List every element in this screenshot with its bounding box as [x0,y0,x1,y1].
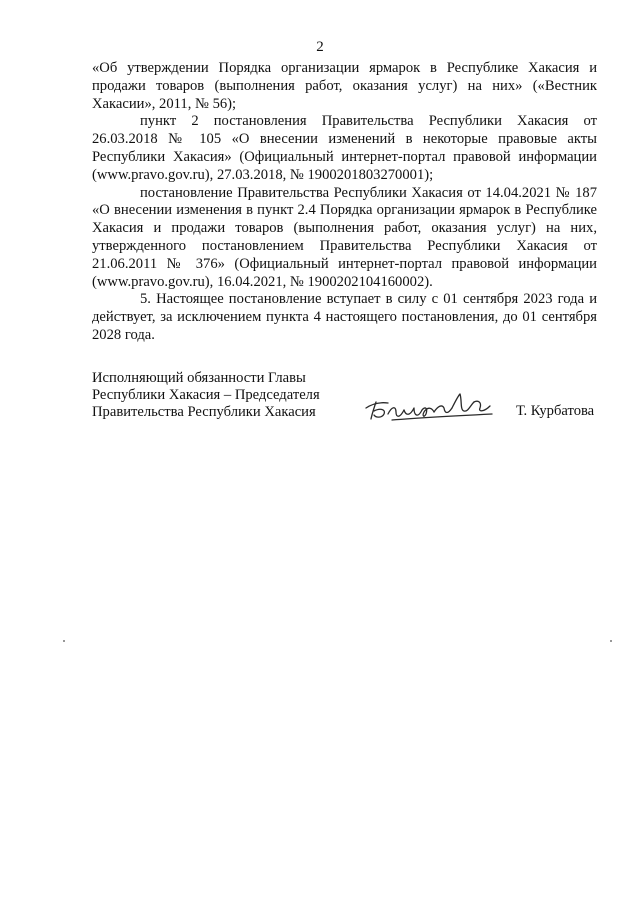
scan-speck [63,640,65,642]
page-number: 2 [316,39,324,55]
signatory-position-line: Исполняющий обязанности Главы [92,370,306,386]
scan-speck [610,640,612,642]
paragraph-repealed-act-1: «Об утверждении Порядка организации ярмарок в Республике Хакасия и продажи товаров (выполнения работ, оказания услуг) на них» («Вестник Хакасии», 2011, № 56); [92,60,597,112]
signatory-name: Т. Курбатова [516,403,595,419]
signatory-position [92,370,332,421]
paragraph-repealed-act-3: постановление Правительства Республики Хакасия от 14.04.2021 № 187 «О внесении изменения в пункт 2.4 Порядка организации ярмарок в Республике Хакасия и продажи товаров (выполнения работ, оказания услуг) на них, утвержденного постановлением Правительства Республики Хакасия от 21.06.2011 № 376» (Официальный интернет-портал правовой информации (www.pravo.gov.ru), 16.04.2021, № 1900202104160002). [92,184,597,290]
signatory-position-line: Правительства Республики Хакасия [92,404,316,420]
signatory-position-line: Республики Хакасия – Председателя [92,387,320,403]
handwritten-signature [362,378,502,428]
paragraph-entry-into-force: 5. Настоящее постановление вступает в силу с 01 сентября 2023 года и действует, за исключением пункта 4 настоящего постановления, до 01 сентября 2028 года. [92,291,597,343]
document-body [92,60,597,345]
paragraph-repealed-act-2: пункт 2 постановления Правительства Республики Хакасия от 26.03.2018 № 105 «О внесении изменений в некоторые правовые акты Республики Хакасия» (Официальный интернет-портал правовой информации (www.pravo.gov.ru), 27.03.2018, № 1900201803270001); [92,113,597,183]
